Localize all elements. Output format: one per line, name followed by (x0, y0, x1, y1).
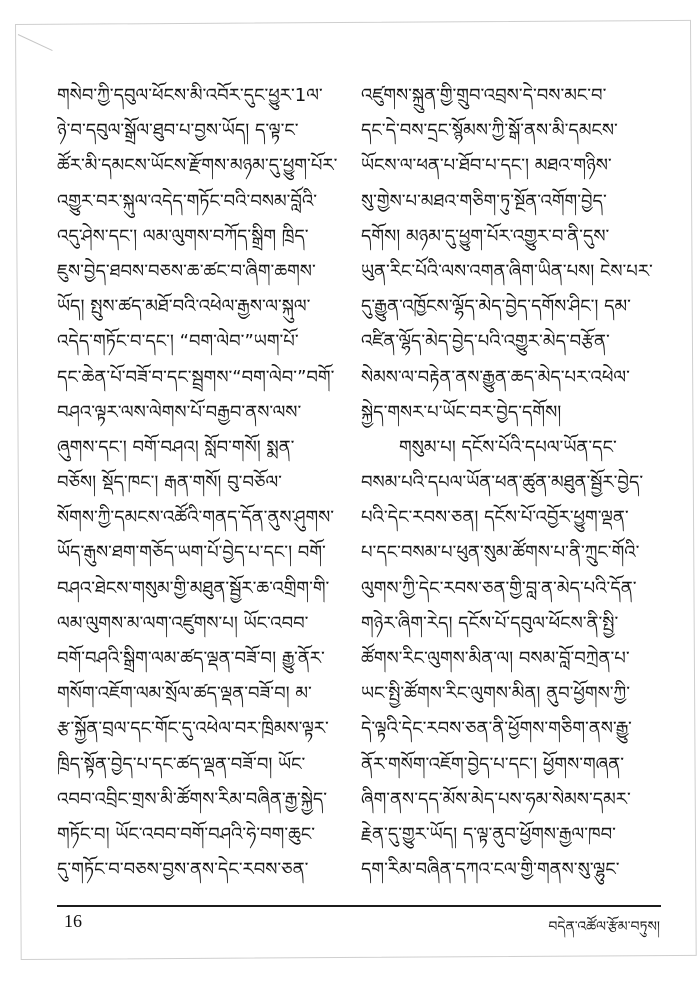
text-line: འཛུགས་སྐྲུན་གྱི་གྲུབ་འབྲས་དེ་བས་མང་བ་ (361, 85, 607, 106)
text-line: ཞིག་ནས་དད་མོས་མེད་པས་ཧམ་སེམས་དམར་ (361, 788, 631, 810)
text-line: ཞུགས་དང་། བགོ་བཤའ། སློབ་གསོ། སྨན་ (57, 436, 295, 458)
text-line: རྩ་སྐྱོན་བྲལ་དང་གོང་དུ་འཕེལ་བར་ཁྲིམས་ལྟར་ (57, 718, 329, 740)
text-line: པའི་དེང་རབས་ཅན། དངོས་པོ་འབྱོར་ཕྱུག་ལྡན་ (361, 507, 629, 529)
text-line: འགྱུར་བར་སྐུལ་འདེད་གཏོང་བའི་བསམ་བློའི་ (57, 190, 318, 212)
text-line: ནོར་གསོག་འཇོག་བྱེད་པ་དང་། ཕྱོགས་གཞན་ (361, 753, 625, 775)
text-line: དུ་གཏོང་བ་བཅས་བྱས་ནས་དེང་རབས་ཅན་ (57, 859, 309, 881)
text-line: བཅོས། སྡོད་ཁང་། རྒན་གསོ། བུ་བཅོལ་ (57, 472, 282, 494)
footer-journal-title: བདེན་འཚོལ་རྩོམ་བཏུས། (548, 919, 660, 935)
text-line: ཁྲིད་སྟོན་བྱེད་པ་དང་ཚད་ལྡན་བཟོ་བ། ཡོང་ (57, 753, 306, 775)
text-line: གསོག་འཇོག་ལམ་སྲོལ་ཚད་ལྡན་བཟོ་བ། མ་ (57, 683, 312, 705)
text-line: ཚོགས་རིང་ལུགས་མིན་ལ། བསམ་བློ་བཀྲེན་པ་ (361, 648, 630, 669)
text-line: རྗེན་དུ་གྱུར་ཡོད། ད་ལྟ་ནུབ་ཕྱོགས་རྒྱལ་ཁབ་ (361, 823, 616, 845)
page-corner-fold (18, 34, 53, 51)
text-line: ཡོད་རྒུས་ཐག་གཅོད་ཡག་པོ་བྱེད་པ་དང་། བགོ་ (57, 542, 326, 564)
text-line: གསེབ་ཀྱི་དབུལ་ཕོངས་མི་འབོར་དུང་ཕྱུར་1ལ་ (57, 85, 323, 106)
text-line: ཡུན་རིང་པོའི་ལས་འགན་ཞིག་ཡིན་པས། ངེས་པར་ (361, 260, 653, 282)
text-line: སོགས་ཀྱི་དམངས་འཚོའི་གནད་དོན་ནུས་ཤུགས་ (57, 507, 335, 529)
text-line: དགོས། མཉམ་དུ་ཕྱུག་པོར་འགྱུར་བ་ནི་དུས་ (361, 225, 610, 247)
text-line: ལུགས་ཀྱི་དེང་རབས་ཅན་གྱི་བླ་ན་མེད་པའི་དོན་ (361, 577, 637, 599)
text-line: འབབ་འབྲིང་གྲས་མི་ཚོགས་རིམ་བཞིན་རྒྱ་སྐྱེད་ (57, 788, 328, 810)
text-line: དང་ཆེན་པོ་བཟོ་བ་དང་སྦྲགས་“བག་ལེབ་”བགོ་ (57, 366, 335, 388)
text-line: འདེད་གཏོང་བ་དང་། “བག་ལེབ་”ཡག་པོ་ (57, 331, 299, 353)
text-line: ཡོངས་ལ་ཕན་པ་ཐོབ་པ་དང་། མཐའ་གཉིས་ (361, 155, 612, 177)
text-line: ཚོར་མི་དམངས་ཡོངས་རྫོགས་མཉམ་དུ་ཕྱུག་པོར་ (57, 155, 338, 177)
text-line: སེམས་ལ་བརྟེན་ནས་རྒྱུན་ཆད་མེད་པར་འཕེལ་ (361, 366, 630, 388)
text-line: དེ་ལྟའི་དེང་རབས་ཅན་ནི་ཕྱོགས་གཅིག་ནས་རྒྱུ་ (361, 718, 632, 740)
text-line: དག་རིམ་བཞིན་དཀའ་ངལ་གྱི་གནས་སུ་ལྷུང་ (361, 859, 620, 881)
text-line: གཉེར་ཞིག་རེད། དངོས་པོ་དབུལ་ཕོངས་ནི་སྤྱི་ (361, 612, 619, 634)
text-line: གཏོང་བ། ཡོང་འབབ་བགོ་བཤའི་ཧེ་བག་ཆུང་ (57, 823, 316, 845)
text-line: བཤའ་ཐེངས་གསུམ་གྱི་མཐུན་སྦྱོར་ཆ་འགྲིག་གི་ (57, 577, 330, 599)
text-line: བསམ་པའི་དཔལ་ཡོན་ཕན་ཚུན་མཐུན་སྦྱོར་བྱེད་ (361, 472, 644, 494)
footer-divider (57, 905, 661, 907)
text-line: འཛིན་ལྷོད་མེད་བྱེད་པའི་འགྱུར་མེད་བརྩོན་ (361, 331, 610, 353)
text-line: བཤའ་ལྟར་ལས་ལེགས་པོ་བརྒྱབ་ནས་ལས་ (57, 401, 302, 423)
text-line: ཉེ་བ་དབུལ་སྒྲོལ་ཐུབ་པ་བྱས་ཡོད། ད་ལྟ་ང་ (57, 120, 299, 142)
left-text-column (57, 78, 358, 887)
page-number: 16 (64, 911, 82, 931)
right-text-column (361, 78, 662, 887)
text-line: ཇུས་བྱེད་ཐབས་བཅས་ཆ་ཚང་བ་ཞིག་ཆགས་ (57, 260, 316, 282)
text-line: བགོ་བཤའི་སྒྲིག་ལམ་ཚད་ལྡན་བཟོ་བ། རྒྱུ་ནོར་ (57, 648, 325, 669)
text-line: གསུམ་པ། དངོས་པོའི་དཔལ་ཡོན་དང་ (399, 436, 617, 458)
text-line: པ་དང་བསམ་པ་ཕུན་སུམ་ཚོགས་པ་ནི་ཀྲུང་གོའི་ (361, 542, 640, 564)
text-line: སྐྱེད་གསར་པ་ཡོང་བར་བྱེད་དགོས། (361, 401, 562, 423)
text-line: ཡོད། སྤུས་ཚད་མཐོ་བའི་འཕེལ་རྒྱས་ལ་སྐུལ་ (57, 296, 311, 318)
text-line: ལམ་ལུགས་མ་ལག་འཛུགས་པ། ཡོང་འབབ་ (57, 612, 309, 634)
text-line: དུ་རྒྱུན་འཁྱོངས་ལྷོད་མེད་བྱེད་དགོས་ཤིང་། དམ་ (361, 296, 631, 318)
text-line: དང་དེ་བས་དྲང་སྙོམས་ཀྱི་སྒོ་ནས་མི་དམངས་ (361, 120, 618, 142)
text-line: འདུ་ཤེས་དང་། ལམ་ལུགས་བཀོད་སྒྲིག ཁྲིད་ (57, 225, 309, 247)
text-line: སུ་གྱེས་པ་མཐའ་གཅིག་ཏུ་སྔོན་འགོག་བྱེད་ (361, 190, 607, 212)
text-line: ཡང་སྤྱི་ཚོགས་རིང་ལུགས་མིན། ནུབ་ཕྱོགས་ཀྱི་ (361, 683, 630, 705)
